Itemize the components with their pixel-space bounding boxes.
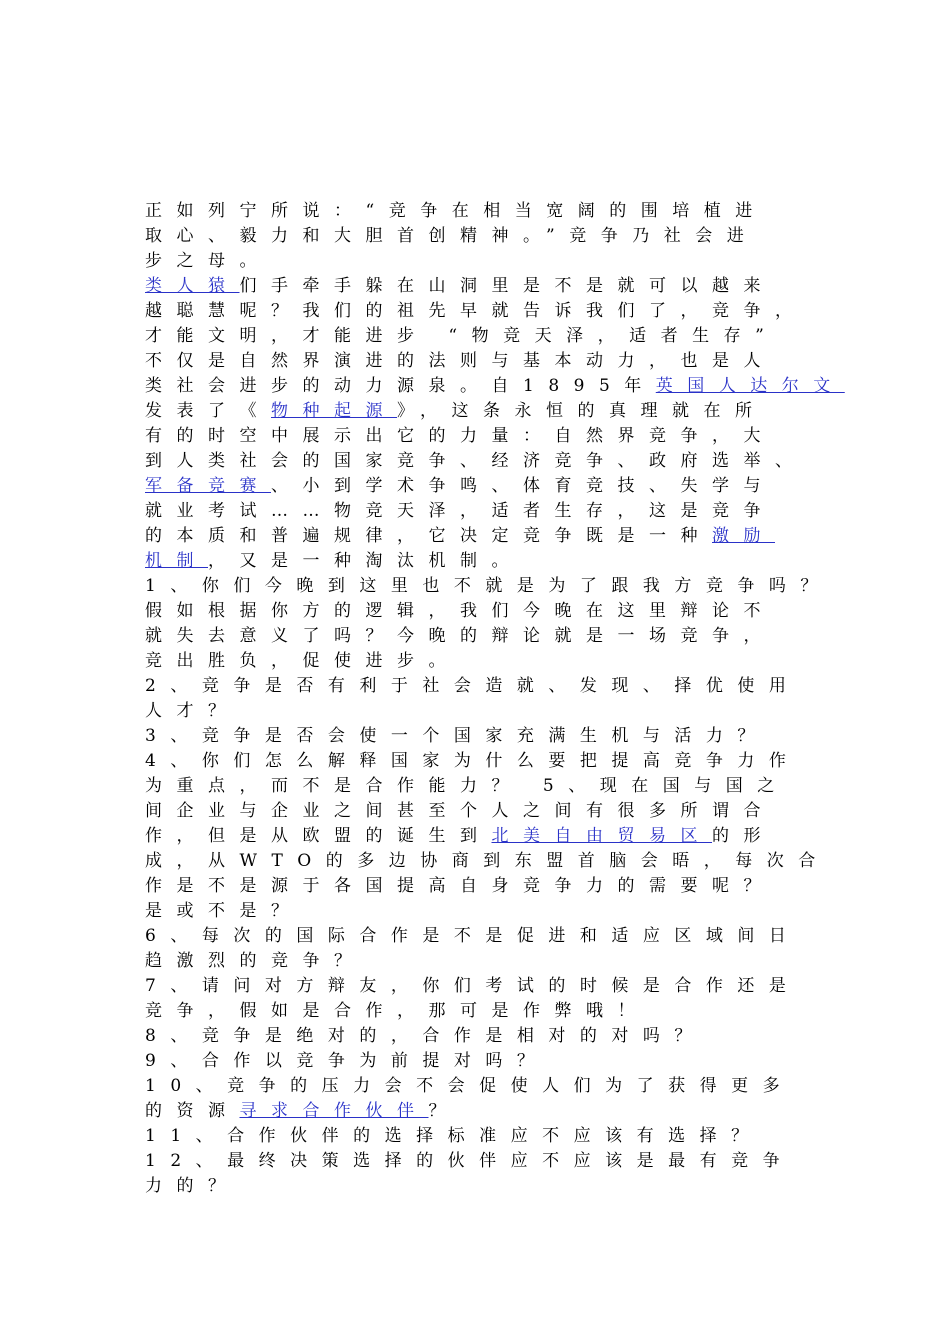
line-text: 竞争，假如是合作，那可是作弊哦！ [145, 1001, 649, 1021]
line-text: 间企业与企业之间甚至个人之间有很多所谓合 [145, 801, 775, 821]
line-text: 就业考试……物竞天泽，适者生存，这是竞争 [145, 501, 775, 521]
line-text: 趋激烈的竞争？ [145, 951, 366, 971]
text-line [145, 299, 845, 324]
line-text: 假如根据你方的逻辑，我们今晚在这里辩论不 [145, 601, 775, 621]
hyperlink[interactable]: 英国人达尔文 [655, 376, 845, 396]
text-line [145, 474, 845, 499]
text-line [145, 924, 845, 949]
line-text: 作是不是源于各国提高自身竞争力的需要呢？ [145, 876, 775, 896]
line-text: 》，这条永恒的真理就在所 [397, 401, 767, 421]
line-text: 7、请问对方辩友，你们考试的时候是合作还是 [145, 976, 801, 996]
text-line [145, 774, 845, 799]
line-text: 6、每次的国际合作是不是促进和适应区域间日 [145, 926, 801, 946]
text-line [145, 374, 845, 399]
line-text: 到人类社会的国家竞争、经济竞争、政府选举、 [145, 451, 807, 471]
text-line [145, 1099, 845, 1124]
text-line [145, 199, 845, 224]
line-text: 是或不是？ [145, 901, 303, 921]
hyperlink[interactable]: 类人猿 [145, 276, 240, 296]
line-text: ，又是一种淘汰机制。 [208, 551, 523, 571]
text-line [145, 1124, 845, 1149]
line-text: 作，但是从欧盟的诞生到 [145, 826, 492, 846]
text-line [145, 999, 845, 1024]
text-line [145, 599, 845, 624]
text-line [145, 274, 845, 299]
hyperlink[interactable]: 激励 [712, 526, 775, 546]
text-line [145, 1149, 845, 1174]
text-line [145, 649, 845, 674]
hyperlink[interactable]: 北美自由贸易区 [491, 826, 712, 846]
document-body [145, 199, 845, 1199]
line-text: 力的？ [145, 1176, 240, 1196]
text-line [145, 324, 845, 349]
text-line [145, 249, 845, 274]
line-text: 3、竞争是否会使一个国家充满生机与活力？ [145, 726, 769, 746]
paragraph-lines [145, 199, 845, 1199]
line-text: 才能文明，才能进步 “物竞天泽，适者生存” [145, 326, 779, 346]
text-line [145, 874, 845, 899]
text-line [145, 1174, 845, 1199]
text-line [145, 1074, 845, 1099]
line-text: 4、你们怎么解释国家为什么要把提高竞争力作 [145, 751, 801, 771]
hyperlink[interactable]: 寻求合作伙伴 [239, 1101, 429, 1121]
line-text: 步之母。 [145, 251, 271, 271]
line-text: 的本质和普遍规律，它决定竞争既是一种 [145, 526, 712, 546]
line-text: ？ [428, 1101, 460, 1121]
line-text: 竞出胜负，促使进步。 [145, 651, 460, 671]
text-line [145, 824, 845, 849]
line-text: 1、你们今晚到这里也不就是为了跟我方竞争吗？ [145, 576, 832, 596]
text-line [145, 699, 845, 724]
hyperlink[interactable]: 物种起源 [271, 401, 397, 421]
hyperlink[interactable]: 机制 [145, 551, 208, 571]
line-text: 的形 [712, 826, 775, 846]
text-line [145, 499, 845, 524]
text-line [145, 574, 845, 599]
line-text: 有的时空中展示出它的力量：自然界竞争，大 [145, 426, 775, 446]
line-text: 发表了《 [145, 401, 271, 421]
line-text: 11、合作伙伴的选择标准应不应该有选择？ [145, 1126, 763, 1146]
line-text: 8、竞争是绝对的，合作是相对的对吗？ [145, 1026, 706, 1046]
text-line [145, 1049, 845, 1074]
text-line [145, 349, 845, 374]
line-text: 就失去意义了吗？今晚的辩论就是一场竞争， [145, 626, 775, 646]
line-text: 取心、毅力和大胆首创精神。”竞争乃社会进 [145, 226, 759, 246]
line-text: 的资源 [145, 1101, 240, 1121]
line-text: 、小到学术争鸣、体育竞技、失学与 [271, 476, 775, 496]
line-text: 为重点，而不是合作能力？ 5、现在国与国之 [145, 776, 789, 796]
line-text: 们手牵手躲在山洞里是不是就可以越来 [239, 276, 775, 296]
text-line [145, 899, 845, 924]
line-text: 2、竞争是否有利于社会造就、发现、择优使用 [145, 676, 801, 696]
line-text: 人才？ [145, 701, 240, 721]
text-line [145, 949, 845, 974]
text-line [145, 524, 845, 549]
text-line [145, 724, 845, 749]
line-text: 不仅是自然界演进的法则与基本动力，也是人 [145, 351, 775, 371]
text-line [145, 399, 845, 424]
line-text: 越聪慧呢？我们的祖先早就告诉我们了，竞争， [145, 301, 807, 321]
text-line [145, 674, 845, 699]
text-line [145, 549, 845, 574]
text-line [145, 799, 845, 824]
text-line [145, 224, 845, 249]
text-line [145, 449, 845, 474]
line-text: 9、合作以竞争为前提对吗？ [145, 1051, 549, 1071]
text-line [145, 624, 845, 649]
line-text: 10、竞争的压力会不会促使人们为了获得更多 [145, 1076, 795, 1096]
line-text: 正如列宁所说：“竞争在相当宽阔的围培植进 [145, 201, 767, 221]
text-line [145, 749, 845, 774]
line-text: 类社会进步的动力源泉。自1895年 [145, 376, 656, 396]
line-text: 成，从WTO的多边协商到东盟首脑会晤，每次合 [145, 851, 830, 871]
line-text: 12、最终决策选择的伙伴应不应该是最有竞争 [145, 1151, 795, 1171]
text-line [145, 424, 845, 449]
text-line [145, 849, 845, 874]
hyperlink[interactable]: 军备竞赛 [145, 476, 271, 496]
text-line [145, 974, 845, 999]
text-line [145, 1024, 845, 1049]
